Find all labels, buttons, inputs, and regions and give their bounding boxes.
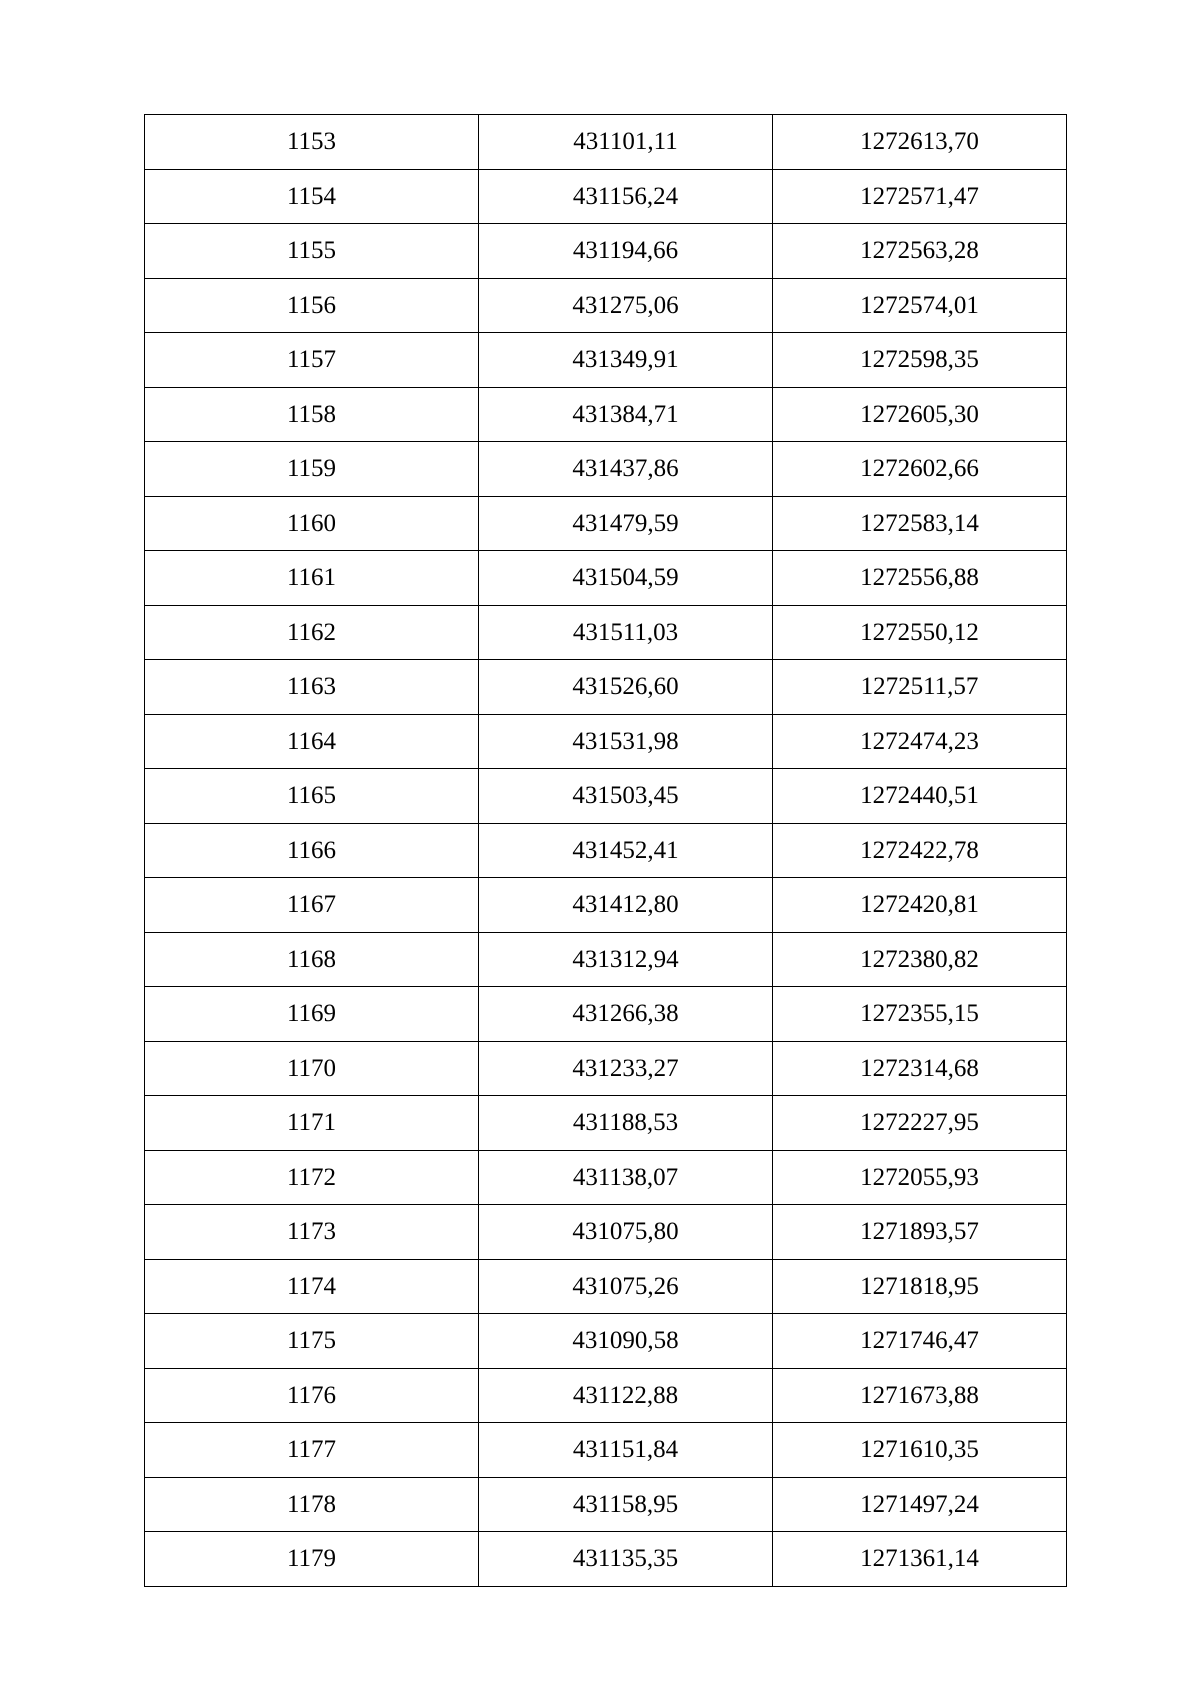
y-coordinate-cell: 1272440,51 — [773, 769, 1067, 824]
point-number-cell: 1156 — [145, 278, 479, 333]
table-row — [145, 714, 1067, 769]
x-coordinate-cell: 431504,59 — [479, 551, 773, 606]
table-row — [145, 169, 1067, 224]
table-row — [145, 387, 1067, 442]
point-number-cell: 1174 — [145, 1259, 479, 1314]
x-coordinate-cell: 431437,86 — [479, 442, 773, 497]
point-number-cell: 1153 — [145, 115, 479, 170]
x-coordinate-cell: 431188,53 — [479, 1096, 773, 1151]
table-row — [145, 278, 1067, 333]
y-coordinate-cell: 1272556,88 — [773, 551, 1067, 606]
y-coordinate-cell: 1272422,78 — [773, 823, 1067, 878]
y-coordinate-cell: 1272613,70 — [773, 115, 1067, 170]
point-number-cell: 1159 — [145, 442, 479, 497]
y-coordinate-cell: 1272474,23 — [773, 714, 1067, 769]
table-row — [145, 224, 1067, 279]
point-number-cell: 1163 — [145, 660, 479, 715]
y-coordinate-cell: 1271746,47 — [773, 1314, 1067, 1369]
point-number-cell: 1175 — [145, 1314, 479, 1369]
x-coordinate-cell: 431266,38 — [479, 987, 773, 1042]
x-coordinate-cell: 431158,95 — [479, 1477, 773, 1532]
y-coordinate-cell: 1272055,93 — [773, 1150, 1067, 1205]
point-number-cell: 1165 — [145, 769, 479, 824]
point-number-cell: 1166 — [145, 823, 479, 878]
table-row — [145, 496, 1067, 551]
coordinates-table-body — [145, 115, 1067, 1587]
table-row — [145, 1259, 1067, 1314]
table-row — [145, 823, 1067, 878]
table-row — [145, 1150, 1067, 1205]
x-coordinate-cell: 431412,80 — [479, 878, 773, 933]
table-row — [145, 333, 1067, 388]
table-row — [145, 1423, 1067, 1478]
y-coordinate-cell: 1271610,35 — [773, 1423, 1067, 1478]
x-coordinate-cell: 431479,59 — [479, 496, 773, 551]
point-number-cell: 1171 — [145, 1096, 479, 1151]
y-coordinate-cell: 1272563,28 — [773, 224, 1067, 279]
table-row — [145, 987, 1067, 1042]
x-coordinate-cell: 431503,45 — [479, 769, 773, 824]
table-row — [145, 1477, 1067, 1532]
table-row — [145, 878, 1067, 933]
y-coordinate-cell: 1271673,88 — [773, 1368, 1067, 1423]
x-coordinate-cell: 431090,58 — [479, 1314, 773, 1369]
table-row — [145, 1314, 1067, 1369]
point-number-cell: 1161 — [145, 551, 479, 606]
table-row — [145, 660, 1067, 715]
x-coordinate-cell: 431384,71 — [479, 387, 773, 442]
table-row — [145, 1096, 1067, 1151]
x-coordinate-cell: 431526,60 — [479, 660, 773, 715]
x-coordinate-cell: 431233,27 — [479, 1041, 773, 1096]
y-coordinate-cell: 1271361,14 — [773, 1532, 1067, 1587]
table-row — [145, 1368, 1067, 1423]
table-row — [145, 605, 1067, 660]
table-row — [145, 1205, 1067, 1260]
table-row — [145, 1041, 1067, 1096]
point-number-cell: 1154 — [145, 169, 479, 224]
point-number-cell: 1155 — [145, 224, 479, 279]
y-coordinate-cell: 1271893,57 — [773, 1205, 1067, 1260]
point-number-cell: 1164 — [145, 714, 479, 769]
x-coordinate-cell: 431452,41 — [479, 823, 773, 878]
x-coordinate-cell: 431312,94 — [479, 932, 773, 987]
x-coordinate-cell: 431122,88 — [479, 1368, 773, 1423]
y-coordinate-cell: 1272314,68 — [773, 1041, 1067, 1096]
table-row — [145, 769, 1067, 824]
point-number-cell: 1157 — [145, 333, 479, 388]
point-number-cell: 1158 — [145, 387, 479, 442]
y-coordinate-cell: 1272550,12 — [773, 605, 1067, 660]
point-number-cell: 1170 — [145, 1041, 479, 1096]
point-number-cell: 1160 — [145, 496, 479, 551]
x-coordinate-cell: 431151,84 — [479, 1423, 773, 1478]
point-number-cell: 1168 — [145, 932, 479, 987]
x-coordinate-cell: 431156,24 — [479, 169, 773, 224]
y-coordinate-cell: 1272605,30 — [773, 387, 1067, 442]
x-coordinate-cell: 431194,66 — [479, 224, 773, 279]
point-number-cell: 1179 — [145, 1532, 479, 1587]
x-coordinate-cell: 431275,06 — [479, 278, 773, 333]
x-coordinate-cell: 431101,11 — [479, 115, 773, 170]
table-row — [145, 1532, 1067, 1587]
table-row — [145, 115, 1067, 170]
y-coordinate-cell: 1272511,57 — [773, 660, 1067, 715]
table-row — [145, 442, 1067, 497]
table-row — [145, 551, 1067, 606]
y-coordinate-cell: 1272420,81 — [773, 878, 1067, 933]
point-number-cell: 1172 — [145, 1150, 479, 1205]
coordinates-table — [144, 114, 1067, 1587]
y-coordinate-cell: 1272571,47 — [773, 169, 1067, 224]
y-coordinate-cell: 1272602,66 — [773, 442, 1067, 497]
y-coordinate-cell: 1272380,82 — [773, 932, 1067, 987]
y-coordinate-cell: 1272598,35 — [773, 333, 1067, 388]
point-number-cell: 1173 — [145, 1205, 479, 1260]
y-coordinate-cell: 1271497,24 — [773, 1477, 1067, 1532]
point-number-cell: 1162 — [145, 605, 479, 660]
x-coordinate-cell: 431531,98 — [479, 714, 773, 769]
point-number-cell: 1169 — [145, 987, 479, 1042]
table-row — [145, 932, 1067, 987]
y-coordinate-cell: 1272583,14 — [773, 496, 1067, 551]
y-coordinate-cell: 1272227,95 — [773, 1096, 1067, 1151]
x-coordinate-cell: 431075,80 — [479, 1205, 773, 1260]
x-coordinate-cell: 431349,91 — [479, 333, 773, 388]
point-number-cell: 1178 — [145, 1477, 479, 1532]
y-coordinate-cell: 1271818,95 — [773, 1259, 1067, 1314]
point-number-cell: 1176 — [145, 1368, 479, 1423]
x-coordinate-cell: 431138,07 — [479, 1150, 773, 1205]
point-number-cell: 1167 — [145, 878, 479, 933]
y-coordinate-cell: 1272574,01 — [773, 278, 1067, 333]
x-coordinate-cell: 431511,03 — [479, 605, 773, 660]
x-coordinate-cell: 431135,35 — [479, 1532, 773, 1587]
y-coordinate-cell: 1272355,15 — [773, 987, 1067, 1042]
point-number-cell: 1177 — [145, 1423, 479, 1478]
x-coordinate-cell: 431075,26 — [479, 1259, 773, 1314]
